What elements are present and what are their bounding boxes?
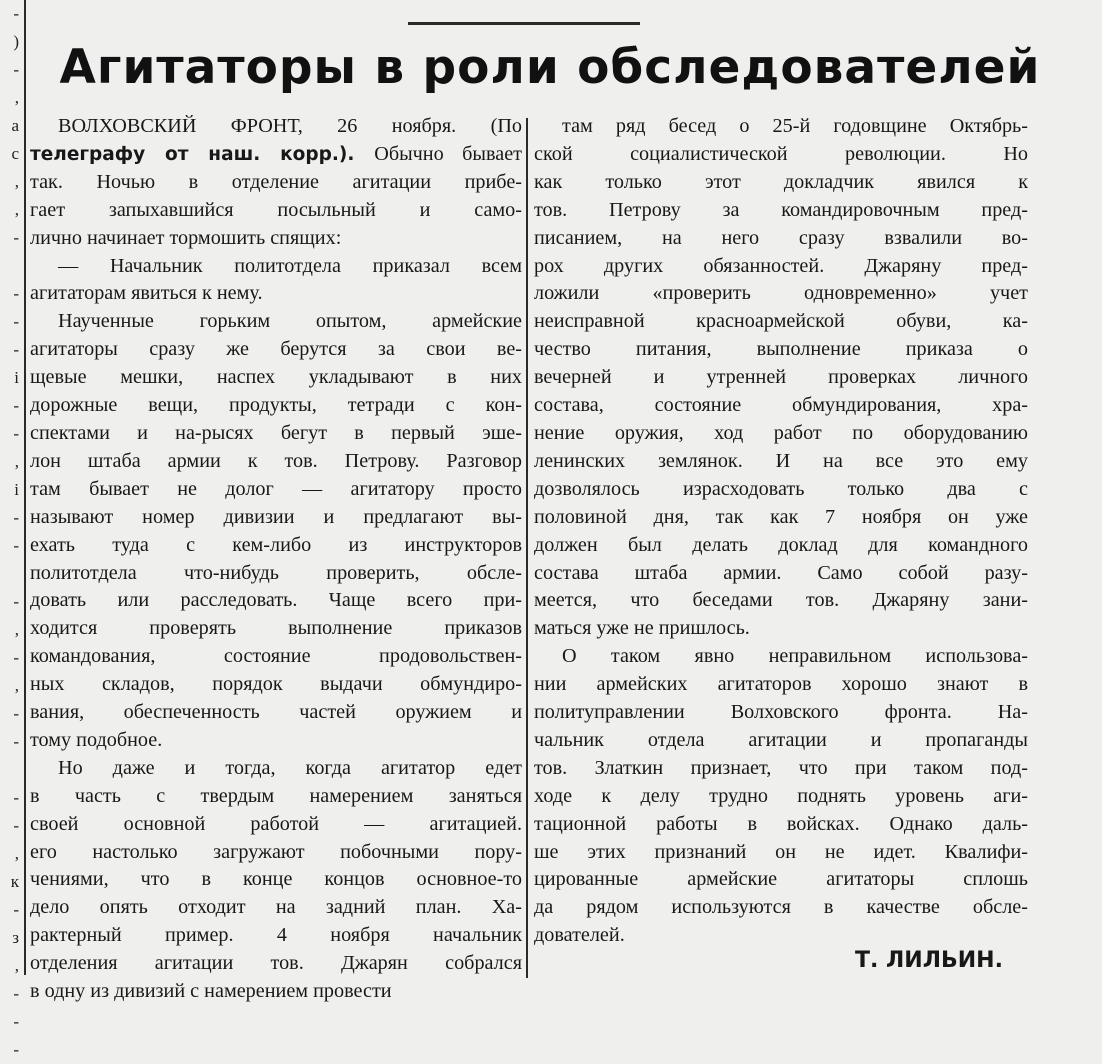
text-line: тому подобное. (30, 728, 163, 751)
text-line: чениями, что в конце концов основное-то (30, 868, 522, 891)
fragment-glyph: - (13, 424, 19, 443)
text-line: ходе к делу трудно поднять уровень аги- (534, 784, 1028, 807)
text-line: гает запыхавшийся посыльный и само- (30, 198, 522, 221)
fragment-glyph: , (14, 620, 19, 639)
text-line: чальник отдела агитации и пропаганды (534, 728, 1028, 751)
text-line: лично начинает тормошить спящих: (30, 226, 342, 249)
text-line: довать или расследовать. Чаще всего при- (30, 589, 522, 612)
text-line: — Начальник политотдела приказал всем (58, 254, 522, 277)
text-line: телеграфу от наш. корр.). Обычно бывает (30, 142, 523, 165)
left-column-rule (24, 0, 26, 975)
article-column-right (534, 113, 1028, 950)
text-line: ВОЛХОВСКИЙ ФРОНТ, 26 ноября. (По (58, 115, 522, 137)
fragment-glyph: - (13, 536, 19, 555)
text-line: отделения агитации тов. Джарян собрался (30, 952, 522, 975)
fragment-glyph: а (11, 116, 19, 135)
text-line: агитаторам явиться к нему. (30, 282, 263, 305)
text-line: называют номер дивизии и предлагают вы- (30, 505, 522, 528)
author-signature: Т. ЛИЛЬИН. (855, 948, 1003, 973)
text-line: политотдела что-нибудь проверить, обсле- (30, 561, 522, 584)
text-line: там бывает не долог — агитатору просто (30, 477, 522, 500)
text-line: в одну из дивизий с намерением провести (30, 980, 392, 1003)
fragment-glyph: - (13, 732, 19, 751)
fragment-glyph: - (13, 508, 19, 527)
fragment-glyph: - (13, 284, 19, 303)
text-line: писанием, на него сразу взвалили во- (534, 226, 1028, 249)
article-paragraph (534, 113, 1028, 643)
text-line: должен был делать доклад для командного (534, 533, 1028, 556)
text-line: вечерней и утренней проверках личного (534, 366, 1028, 389)
fragment-glyph: , (14, 200, 19, 219)
fragment-glyph: - (13, 396, 19, 415)
text-line: вания, обеспеченность частей оружием и (30, 701, 522, 724)
fragment-glyph: , (14, 172, 19, 191)
column-divider-rule (526, 118, 528, 978)
fragment-glyph: - (13, 1012, 19, 1031)
fragment-glyph (0, 756, 22, 784)
fragment-glyph: , (14, 676, 19, 695)
text-line: дорожные вещи, продукты, тетради с кон- (30, 394, 522, 417)
text-line: тов. Петрову за командировочным пред- (534, 198, 1028, 221)
fragment-glyph: к (10, 872, 19, 891)
article-paragraph (30, 308, 522, 755)
text-line: состава, состояние обмундирования, хра- (534, 394, 1028, 417)
text-line: неисправной красноармейской обуви, ка- (534, 310, 1028, 333)
text-line: рактерный пример. 4 ноября начальник (30, 924, 522, 947)
fragment-glyph: - (13, 60, 19, 79)
article-paragraph (534, 643, 1028, 950)
fragment-glyph: - (13, 984, 19, 1003)
fragment-glyph: , (14, 956, 19, 975)
text-line: Но даже и тогда, когда агитатор едет (58, 756, 522, 779)
top-separator-rule (408, 22, 640, 25)
fragment-glyph: с (11, 144, 19, 163)
text-line: агитаторы сразу же берутся за свои ве- (30, 338, 522, 361)
text-line: ленинских землянок. И на все это ему (534, 449, 1028, 472)
text-line: как только этот докладчик явился к (534, 170, 1028, 193)
text-line: его настолько загружают побочными пору- (30, 840, 522, 863)
fragment-glyph: і (14, 368, 19, 387)
text-line: маться уже не пришлось. (534, 617, 750, 640)
text-line: половиной дня, так как 7 ноября он уже (534, 505, 1028, 528)
article-column-left (30, 113, 522, 1006)
text-line: цированные армейские агитаторы сплошь (534, 868, 1028, 891)
text-line: щевые мешки, наспех укладывают в них (30, 366, 522, 389)
article-paragraph (30, 253, 522, 309)
text-line: рох других обязанностей. Джаряну пред- (534, 254, 1028, 277)
text-line: своей основной работой — агитацией. (30, 812, 522, 835)
text-line: ходится проверять выполнение приказов (30, 617, 522, 640)
text-line: ской социалистической революции. Но (534, 142, 1028, 165)
text-line: там ряд бесед о 25-й годовщине Октябрь- (562, 115, 1028, 137)
fragment-glyph: - (13, 1040, 19, 1059)
fragment-glyph: - (13, 900, 19, 919)
fragment-glyph: з (12, 928, 19, 947)
fragment-glyph: , (14, 844, 19, 863)
text-line: ше этих признаний он не идет. Квалифи- (534, 840, 1028, 863)
text-line: дователей. (534, 924, 625, 947)
fragment-glyph: - (13, 788, 19, 807)
fragment-glyph (0, 560, 22, 588)
dateline-source: телеграфу от наш. корр.). (30, 143, 375, 165)
text-line: так. Ночью в отделение агитации прибе- (30, 170, 522, 193)
text-line: состава штаба армии. Само собой разу- (534, 561, 1028, 584)
text-line: ложили «проверить одновременно» учет (534, 282, 1028, 305)
fragment-glyph: - (13, 228, 19, 247)
text-line: О таком явно неправильном использова- (562, 645, 1028, 668)
fragment-glyph: - (13, 704, 19, 723)
text-line: тационной работы в войсках. Однако даль- (534, 812, 1028, 835)
text-line: тов. Златкин признает, что при таком под- (534, 756, 1028, 779)
text-line: меется, что беседами тов. Джаряну зани- (534, 589, 1028, 612)
text-line: дозволялось израсходовать только два с (534, 477, 1028, 500)
fragment-glyph: - (13, 648, 19, 667)
article-headline: Агитаторы в роли обследователей (59, 40, 1041, 95)
fragment-glyph: , (14, 452, 19, 471)
text-line: в часть с твердым намерением заняться (30, 784, 522, 807)
text-line: политуправлении Волховского фронта. На- (534, 701, 1028, 724)
text-line: ных складов, порядок выдачи обмундиро- (30, 673, 522, 696)
fragment-glyph: , (14, 88, 19, 107)
text-line: нии армейских агитаторов хорошо знают в (534, 673, 1028, 696)
article-paragraph (30, 755, 522, 1006)
fragment-glyph: - (13, 592, 19, 611)
article-paragraph (30, 113, 522, 253)
fragment-glyph: - (13, 340, 19, 359)
text-line: дело опять отходит на задний план. Ха- (30, 896, 522, 919)
text-line: да рядом используются в качестве обсле- (534, 896, 1028, 919)
text-line: нение оружия, ход работ по оборудованию (534, 421, 1028, 444)
text-line: лон штаба армии к тов. Петрову. Разговор (30, 449, 522, 472)
text-line: Наученные горьким опытом, армейские (58, 310, 522, 333)
text-line: командования, состояние продовольствен- (30, 645, 522, 668)
text-line: спектами и на-рысях бегут в первый эше- (30, 421, 522, 444)
fragment-glyph: ) (13, 32, 19, 51)
fragment-glyph: - (13, 312, 19, 331)
fragment-glyph: - (13, 4, 19, 23)
text-line: чество питания, выполнение приказа о (534, 338, 1028, 361)
fragment-glyph: і (14, 480, 19, 499)
fragment-glyph: - (13, 816, 19, 835)
text-line: ехать туда с кем-либо из инструкторов (30, 533, 522, 556)
adjacent-column-fragment (0, 0, 22, 1059)
fragment-glyph (0, 252, 22, 280)
